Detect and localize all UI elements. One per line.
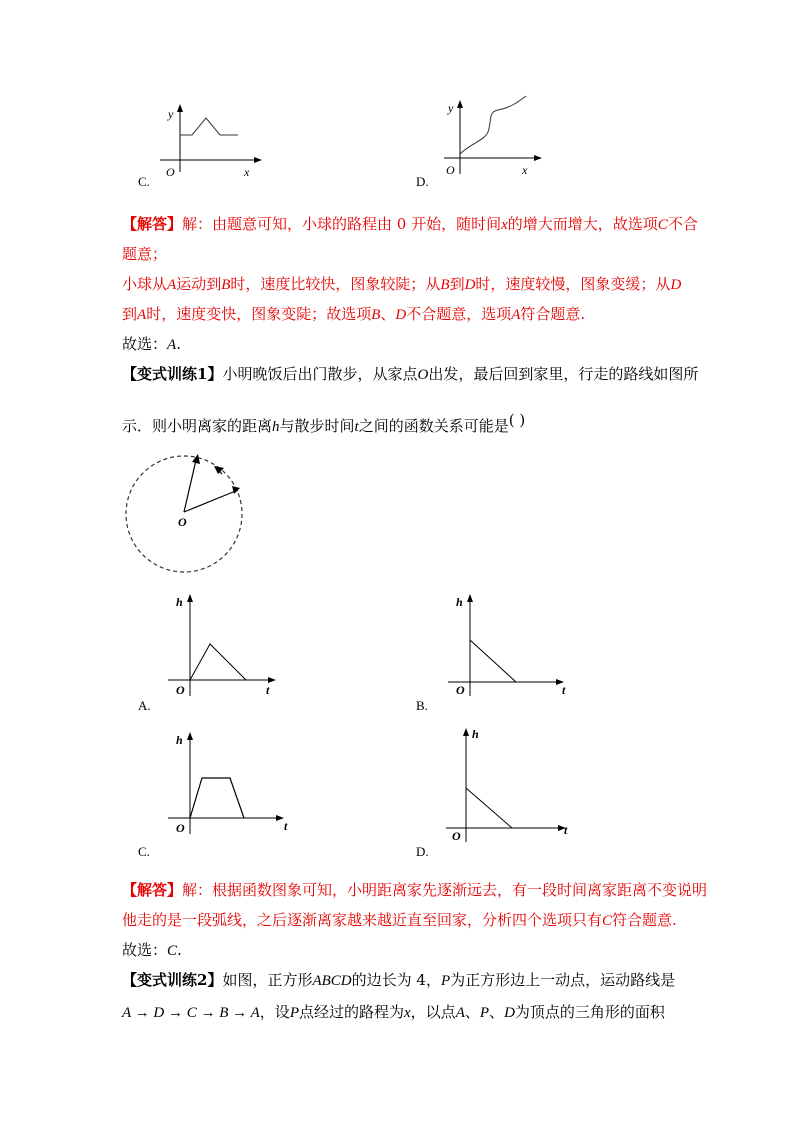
math-var: A (455, 1005, 465, 1021)
axis-h-label: h (176, 595, 183, 609)
option-c-label: C. (138, 844, 150, 859)
math-var: D (670, 277, 682, 293)
axis-h-label: h (176, 733, 183, 747)
option-a-graph (168, 588, 288, 698)
top-graph-c (150, 100, 270, 180)
math-var: C (602, 913, 613, 929)
answer1-line2: 题意； (122, 245, 168, 263)
math-var: x (404, 1005, 411, 1021)
math-var: O (417, 367, 429, 383)
math-var: C (657, 217, 668, 233)
option-d-label: D. (416, 174, 429, 189)
exercise1-line1 (122, 364, 698, 385)
answer-tag: 【解答】 (122, 215, 183, 233)
math-var: ABCD (312, 973, 352, 989)
option-c-label: C. (138, 174, 150, 189)
text: 符合题意. (612, 911, 677, 929)
text: 、 (489, 1003, 505, 1021)
axis-t-label: t (562, 683, 566, 697)
math-var: P (289, 1005, 299, 1021)
text: 时，速度较慢，图象变缓；从 (475, 275, 671, 293)
answer1-line3 (122, 274, 681, 295)
math-var: A (167, 277, 177, 293)
math-var: B (440, 277, 450, 293)
math-var: B (221, 277, 231, 293)
text: 故选： (122, 941, 168, 959)
answer1-line1 (122, 214, 698, 235)
text: 到 (122, 305, 138, 323)
text: 之间的函数关系可能是 (358, 417, 509, 435)
math-var: P (479, 1005, 490, 1021)
text: 解：根据函数图象可知，小明距离家先逐渐远去，有一段时间离家距离不变说明 (182, 881, 708, 899)
text: 不合 (667, 215, 698, 233)
text: 解：由题意可知，小球的路程由 0 开始，随时间 (182, 215, 502, 233)
option-b-graph (448, 588, 578, 698)
origin-label: O (446, 163, 455, 177)
axis-h-label: h (456, 595, 463, 609)
option-b-label: B. (416, 698, 428, 713)
text: 到 (449, 275, 465, 293)
axis-t-label: t (266, 683, 270, 697)
text: 与散步时间 (279, 417, 355, 435)
text: ，设 (259, 1003, 290, 1021)
math-var: x (501, 217, 508, 233)
text: 示．则小明离家的距离 (122, 417, 273, 435)
exercise2-line1 (122, 970, 675, 991)
exercise-tag: 【变式训练2】 (122, 971, 223, 989)
axis-x-label: x (244, 165, 250, 179)
math-var: B (371, 307, 381, 323)
text: . (177, 941, 182, 959)
axis-y-label: y (448, 101, 454, 115)
text: 如图，正方形 (222, 971, 313, 989)
text: 不合题意，选项 (406, 305, 512, 323)
origin-label: O (176, 821, 185, 835)
exercise2-line2 (122, 1002, 665, 1023)
answer1-choice (122, 334, 181, 355)
origin-label: O (178, 515, 187, 529)
axis-h-label: h (472, 727, 479, 741)
math-var: C (167, 943, 178, 959)
text: ，以点 (410, 1003, 456, 1021)
math-var: D (464, 277, 476, 293)
route-circle-figure (118, 450, 253, 580)
answer2-line1 (122, 880, 707, 900)
math-var: A (167, 337, 177, 353)
math-var: D (504, 1005, 515, 1021)
axis-x-label: x (522, 163, 528, 177)
math-var: A (137, 307, 147, 323)
text: 出发，最后回到家里，行走的路线如图所 (428, 365, 699, 383)
text: 的边长为 4， (351, 971, 441, 989)
origin-label: O (176, 683, 185, 697)
origin-label: O (452, 829, 461, 843)
axis-t-label: t (284, 819, 288, 833)
math-var: A (511, 307, 521, 323)
math-var: P (440, 973, 451, 989)
option-d-label: D. (416, 844, 429, 859)
exercise-tag: 【变式训练1】 (122, 365, 223, 383)
origin-label: O (456, 683, 465, 697)
text: 为顶点的三角形的面积 (514, 1003, 665, 1021)
text: 、 (464, 1003, 480, 1021)
text: 时，速度比较快，图象较陡；从 (230, 275, 441, 293)
option-d-graph (446, 722, 576, 847)
axis-y-label: y (168, 107, 174, 121)
answer-blank: ( ) (508, 411, 526, 429)
text: 时，速度变快，图象变陡；故选项 (146, 305, 372, 323)
top-graph-d (430, 92, 550, 182)
text: 的增大而增大，故选项 (507, 215, 658, 233)
text: 运动到 (176, 275, 222, 293)
text: . (176, 335, 181, 353)
text: 点经过的路程为 (298, 1003, 404, 1021)
answer2-choice (122, 940, 182, 961)
origin-label: O (166, 165, 175, 179)
answer-tag: 【解答】 (122, 881, 183, 899)
math-var: h (272, 419, 280, 435)
text: 、 (380, 305, 396, 323)
text: 为正方形边上一动点，运动路线是 (450, 971, 676, 989)
answer2-line2 (122, 910, 677, 931)
option-c-graph (168, 726, 298, 836)
answer1-line4 (122, 304, 585, 325)
text: 小明晚饭后出门散步，从家点 (222, 365, 418, 383)
text: 符合题意. (520, 305, 586, 323)
text: 他走的是一段弧线，之后逐渐离家越来越近直至回家，分析四个选项只有 (122, 911, 603, 929)
text: 故选： (122, 335, 168, 353)
math-var: D (395, 307, 407, 323)
math-var: t (354, 419, 359, 435)
text: 小球从 (122, 275, 168, 293)
math-path: A → D → C → B → A (122, 1005, 260, 1021)
exercise1-line2 (122, 411, 526, 437)
axis-t-label: t (564, 823, 568, 837)
option-a-label: A. (138, 698, 151, 713)
